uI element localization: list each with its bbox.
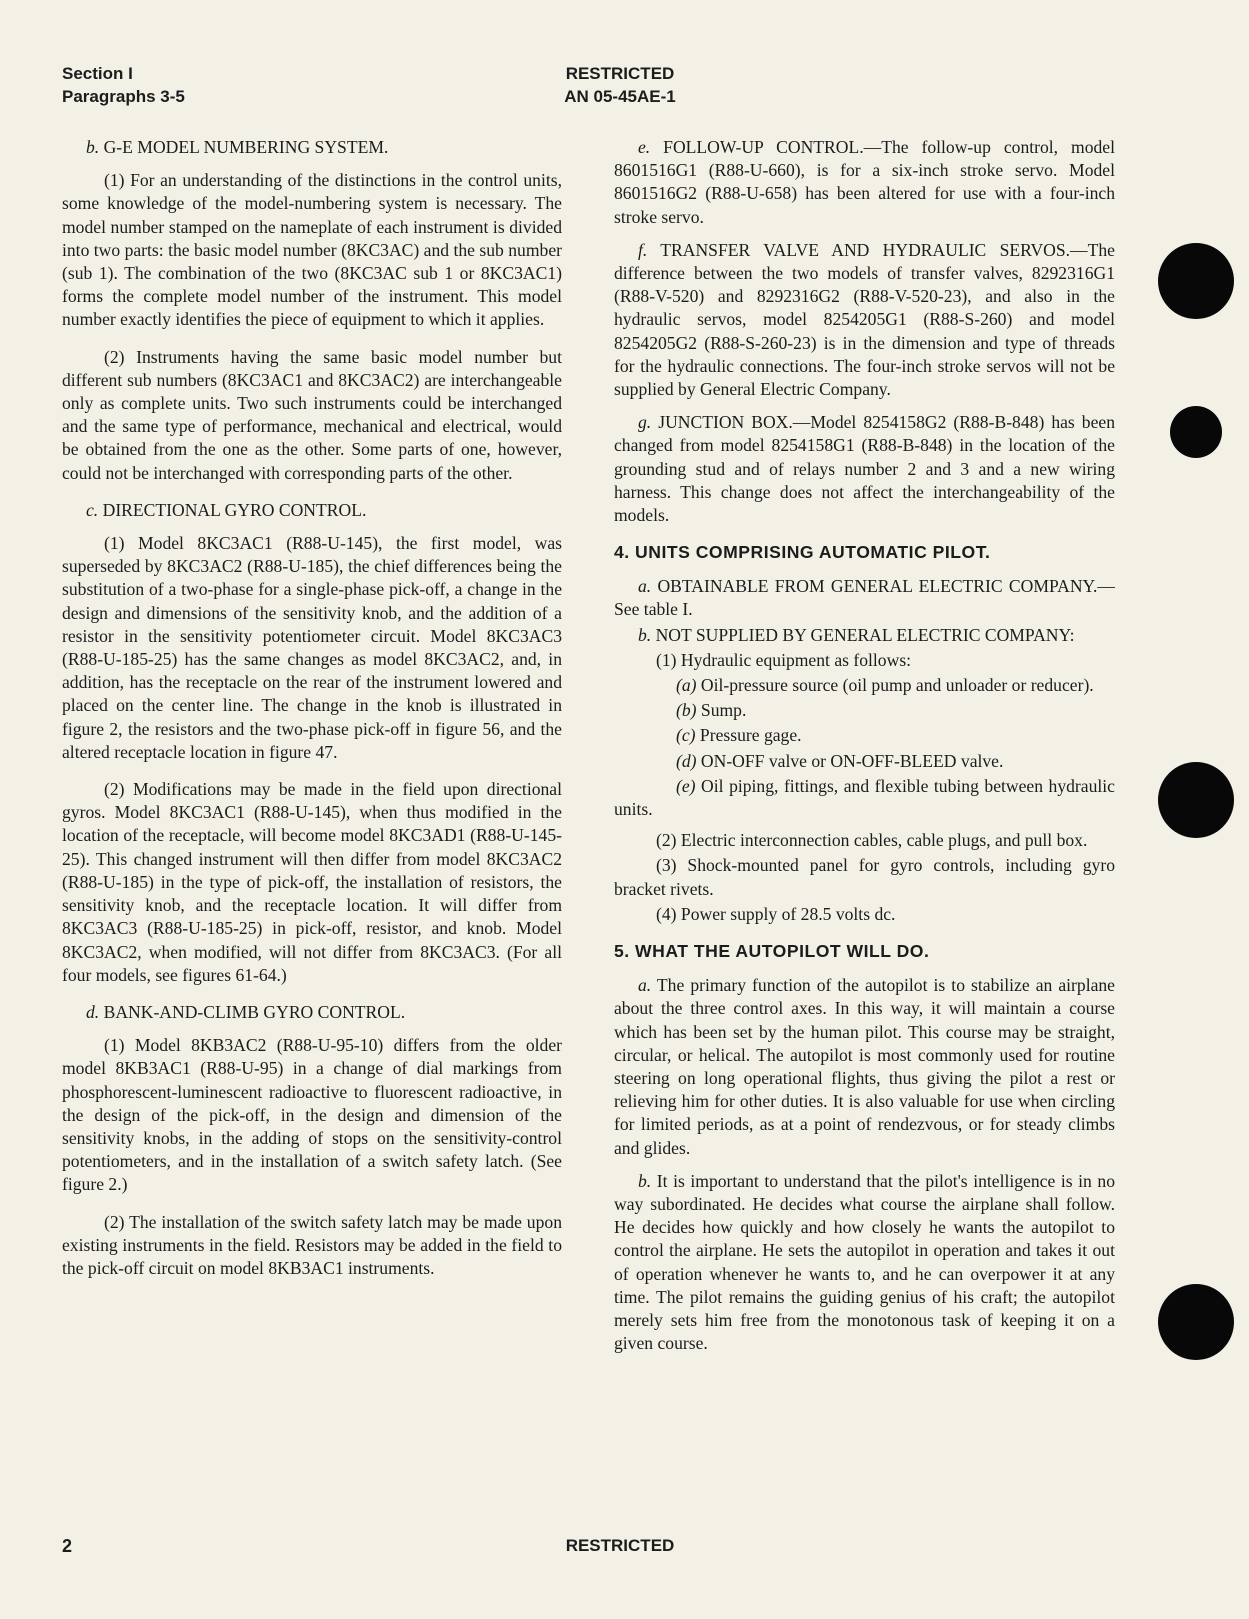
para-letter: (e) [676,775,696,796]
para-letter: a. [638,975,652,996]
para-c1: (1) Model 8KC3AC1 (R88-U-145), the first model, was superseded by 8KC3AC2 (R88-U-185), the chief differences being the substitution of a two-phase for a single-phase pick-off, a change in the design and dimensions of the sensitivity knob, and the addition of a resistor in the sensitivity potentiometer circuit. Model 8KC3AC3 (R88-U-185-25) has the same changes as model 8KC3AC2, and, in addition, has the receptacle on the rear of the instrument lowered and placed on the center line. The change in the knob is illustrated in figure 2, the resistors and the two-phase pick-off in figure 56, and the altered receptacle location in figure 47. [62,533,562,762]
para-g [614,411,1115,527]
para-4b4: (4) Power supply of 28.5 volts dc. [656,903,896,924]
para-letter: a. [638,576,652,597]
para-b-heading [62,136,562,159]
para-letter: (b) [676,700,697,721]
para-c-heading [62,499,562,522]
para-4b1c [614,724,1115,747]
para-4b1b [614,699,1115,722]
para-f [614,239,1115,401]
section-label: Section I [62,64,133,83]
para-text: JUNCTION BOX.—Model 8254158G2 (R88-B-848) has been changed from model 8254158G1 (R88-B-848) in the location of the grounding stud and of relays number 2 and 3 and a new wiring harness. This change does not affect the interchangeability of the models. [614,412,1115,526]
para-d-heading [62,1001,562,1024]
para-text: Oil piping, fittings, and flexible tubing between hydraulic units. [614,775,1115,820]
para-letter: (c) [676,725,696,746]
para-text: Oil-pressure source (oil pump and unloader or reducer). [696,675,1094,696]
para-heading-text: DIRECTIONAL GYRO CONTROL. [98,499,367,520]
para-heading-text: BANK-AND-CLIMB GYRO CONTROL. [99,1001,406,1022]
para-letter: f. [638,239,648,260]
binder-hole [1158,762,1234,838]
header-left [62,62,185,108]
para-text: OBTAINABLE FROM GENERAL ELECTRIC COMPANY.—See table I. [614,576,1115,620]
para-b1: (1) For an understanding of the distinctions in the control units, some knowledge of the model-numbering system is necessary. The model number stamped on the nameplate of each instrument is divided into two parts: the basic model number (8KC3AC) and the sub number (sub 1). The combination of the two (8KC3AC sub 1 or 8KC3AC1) forms the complete model number of the instrument. This model number exactly identifies the piece of equipment to which it applies. [62,170,562,330]
para-text: It is important to understand that the pilot's intelligence is in no way subordinated. He decides what course the airplane shall follow. He decides how quickly and how closely he wants the autopilot to control the airplane. He sets the autopilot in operation and takes it out of operation whenever he wants to, and he can overpower it at any time. The pilot remains the guiding genius of his craft; the autopilot merely sets him free from the monotonous task of keeping it on a given course. [614,1170,1115,1354]
footer-classification: RESTRICTED [565,1536,675,1555]
binder-hole [1170,406,1222,458]
para-heading-text: G-E MODEL NUMBERING SYSTEM. [99,137,389,157]
para-text: NOT SUPPLIED BY GENERAL ELECTRIC COMPANY: [651,624,1075,645]
para-5b [614,1170,1115,1356]
para-letter: d. [86,1001,100,1022]
para-4b [614,624,1115,647]
para-4b1a [614,674,1115,697]
para-d2: (2) The installation of the switch safety latch may be made upon existing instruments in the field. Resistors may be added in the field to the pick-off circuit on model 8KB3AC1 instruments. [62,1211,562,1278]
section-5-heading: 5. WHAT THE AUTOPILOT WILL DO. [614,941,930,962]
para-text: The primary function of the autopilot is to stabilize an airplane about the three control axes. In this way, it will maintain a course which has been set by the human pilot. This course may be straight, circular, or helical. The autopilot is most commonly used for routine steering on long operational flights, thus giving the pilot a rest or relieving him for other duties. It is also valuable for use when circling for limited periods, as at a point of rendezvous, or for steady climbs and glides. [614,975,1115,1158]
para-d1: (1) Model 8KB3AC2 (R88-U-95-10) differs from the older model 8KB3AC1 (R88-U-95) in a change of dial markings from phosphorescent-luminescent radioactive to fluorescent radioactive, in the design of the pick-off, in the design and dimension of the sensitivity knobs, in the adding of stops on the sensitivity-control potentiometers, and in the installation of a switch safety latch. (See figure 2.) [62,1035,562,1195]
para-letter: c. [86,499,99,520]
para-text: Sump. [696,700,747,721]
para-4a [614,575,1115,621]
page-number: 2 [62,1536,73,1556]
para-c2: (2) Modifications may be made in the field upon directional gyros. Model 8KC3AC1 (R88-U-145), when thus modified in the location of the receptacle, will become model 8KC3AD1 (R88-U-145-25). This changed instrument will then differ from model 8KC3AC2 (R88-U-185) in the type of pick-off, the installation of resistors, the sensitivity knob, and the receptacle location. It will differ from 8KC3AC3 (R88-U-185-25) in pick-off, resistor, and knob. Model 8KC3AC2, when modified, will not differ from 8KC3AC3. (For all four models, see figures 61-64.) [62,779,562,985]
para-5a [614,974,1115,1160]
para-text: Pressure gage. [695,725,802,746]
para-e [614,136,1115,229]
para-letter: e. [638,137,651,157]
header-center [470,62,770,108]
para-letter: b. [638,1170,652,1191]
para-text: ON-OFF valve or ON-OFF-BLEED valve. [696,750,1004,771]
binder-hole [1158,1284,1234,1360]
doc-number: AN 05-45AE-1 [564,87,676,106]
para-text: TRANSFER VALVE AND HYDRAULIC SERVOS.—The difference between the two models of transfer valves, 8292316G1 (R88-V-520) and 8292316G2 (R88-V-520-23), and also in the hydraulic servos, model 8254205G1 (R88-S-260) and model 8254205G2 (R88-S-260-23) is in the dimension and type of threads for the hydraulic connections. The four-inch stroke servos will not be supplied by General Electric Company. [614,239,1115,400]
left-column [62,136,562,1290]
para-b2: (2) Instruments having the same basic model number but different sub numbers (8KC3AC1 and 8KC3AC2) are interchangeable only as complete units. Two such instruments could be interchanged and the same type of performance, mechanical and electrical, would be obtained from the one as the other. Some parts of one, however, could not be interchanged with corresponding parts of the other. [62,346,562,483]
para-4b3: (3) Shock-mounted panel for gyro controls, including gyro bracket rivets. [614,855,1115,899]
paragraphs-label: Paragraphs 3-5 [62,87,185,106]
right-column [614,136,1115,1365]
para-letter: (a) [676,675,697,696]
header-classification: RESTRICTED [565,64,675,83]
para-letter: b. [86,137,100,157]
para-4b1d [614,750,1115,773]
para-4b2: (2) Electric interconnection cables, cable plugs, and pull box. [656,830,1088,851]
para-letter: (d) [676,750,697,771]
para-4b1: (1) Hydraulic equipment as follows: [656,649,912,670]
binder-hole [1158,243,1234,319]
para-letter: g. [638,412,652,433]
para-letter: b. [638,624,652,645]
section-4-heading: 4. UNITS COMPRISING AUTOMATIC PILOT. [614,542,991,563]
para-4b1e [614,775,1115,821]
para-text: FOLLOW-UP CONTROL.—The follow-up control, model 8601516G1 (R88-U-660), is for a six-inch stroke servo. Model 8601516G2 (R88-U-658) has been altered for use with a four-inch stroke servo. [614,137,1115,227]
